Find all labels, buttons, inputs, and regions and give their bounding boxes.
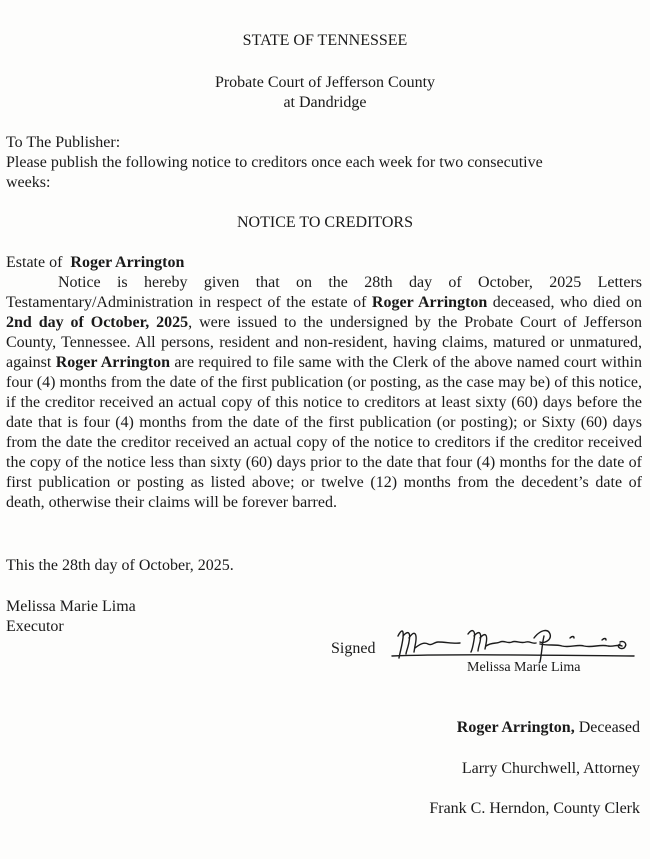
- notice-text-1: Notice is hereby given that on the 28th day of October, 2025 Letters Testamentary/Administration in respect of the estate of: [6, 274, 642, 311]
- notice-body: [6, 273, 642, 513]
- signed-label: Signed: [331, 640, 376, 657]
- publish-request-line2: weeks:: [6, 174, 51, 191]
- publisher-salutation: To The Publisher:: [6, 134, 121, 151]
- notice-text-4: are required to file same with the Clerk of the above named court within four (4) months from the date of the first publication (or posting, as the case may be) of this notice, if the creditor received an actual copy of this notice to creditors at least sixty (60) days before the date that is four (4) months from the date of the first publication (or posting); or Sixty (60) days from the date the creditor received an actual copy of the notice to creditors if the creditor received the copy of the notice less than sixty (60) days prior to the date that four (4) months for the date of first publication or posting as listed above; or twelve (12) months from the decedent’s date of death, otherwise their claims will be forever barred.: [6, 354, 642, 511]
- estate-line: [6, 253, 184, 273]
- notice-paragraph: [6, 273, 642, 513]
- notice-text-3: , were issued to the undersigned by the Probate Court of Jefferson County, Tennessee. All persons, resident and non-resident, having claims, matured or unmatured, against: [6, 314, 643, 371]
- dated-line: This the 28th day of October, 2025.: [6, 557, 234, 574]
- deceased-name: Roger Arrington,: [456, 719, 575, 736]
- decedent-name-2: Roger Arrington: [55, 354, 171, 371]
- clerk-line: Frank C. Herndon, County Clerk: [429, 800, 640, 817]
- death-date: 2nd day of October, 2025: [6, 314, 189, 331]
- executor-role: Executor: [6, 618, 64, 635]
- notice-text-2: deceased, who died on: [487, 294, 643, 311]
- state-heading: STATE OF TENNESSEE: [242, 32, 408, 49]
- executor-name: Melissa Marie Lima: [6, 598, 136, 615]
- decedent-name: Roger Arrington: [371, 294, 488, 311]
- signature-printed-name: Melissa Marie Lima: [467, 660, 581, 675]
- notice-title: NOTICE TO CREDITORS: [236, 214, 413, 231]
- publish-request-line1: Please publish the following notice to creditors once each week for two consecutive: [6, 154, 543, 171]
- estate-label: Estate of: [6, 254, 63, 271]
- deceased-label: Deceased: [574, 719, 640, 736]
- court-name: Probate Court of Jefferson County: [214, 74, 436, 91]
- deceased-line: [457, 718, 640, 738]
- estate-name: Roger Arrington: [70, 254, 185, 271]
- attorney-line: Larry Churchwell, Attorney: [461, 760, 640, 777]
- court-location: at Dandridge: [283, 94, 367, 111]
